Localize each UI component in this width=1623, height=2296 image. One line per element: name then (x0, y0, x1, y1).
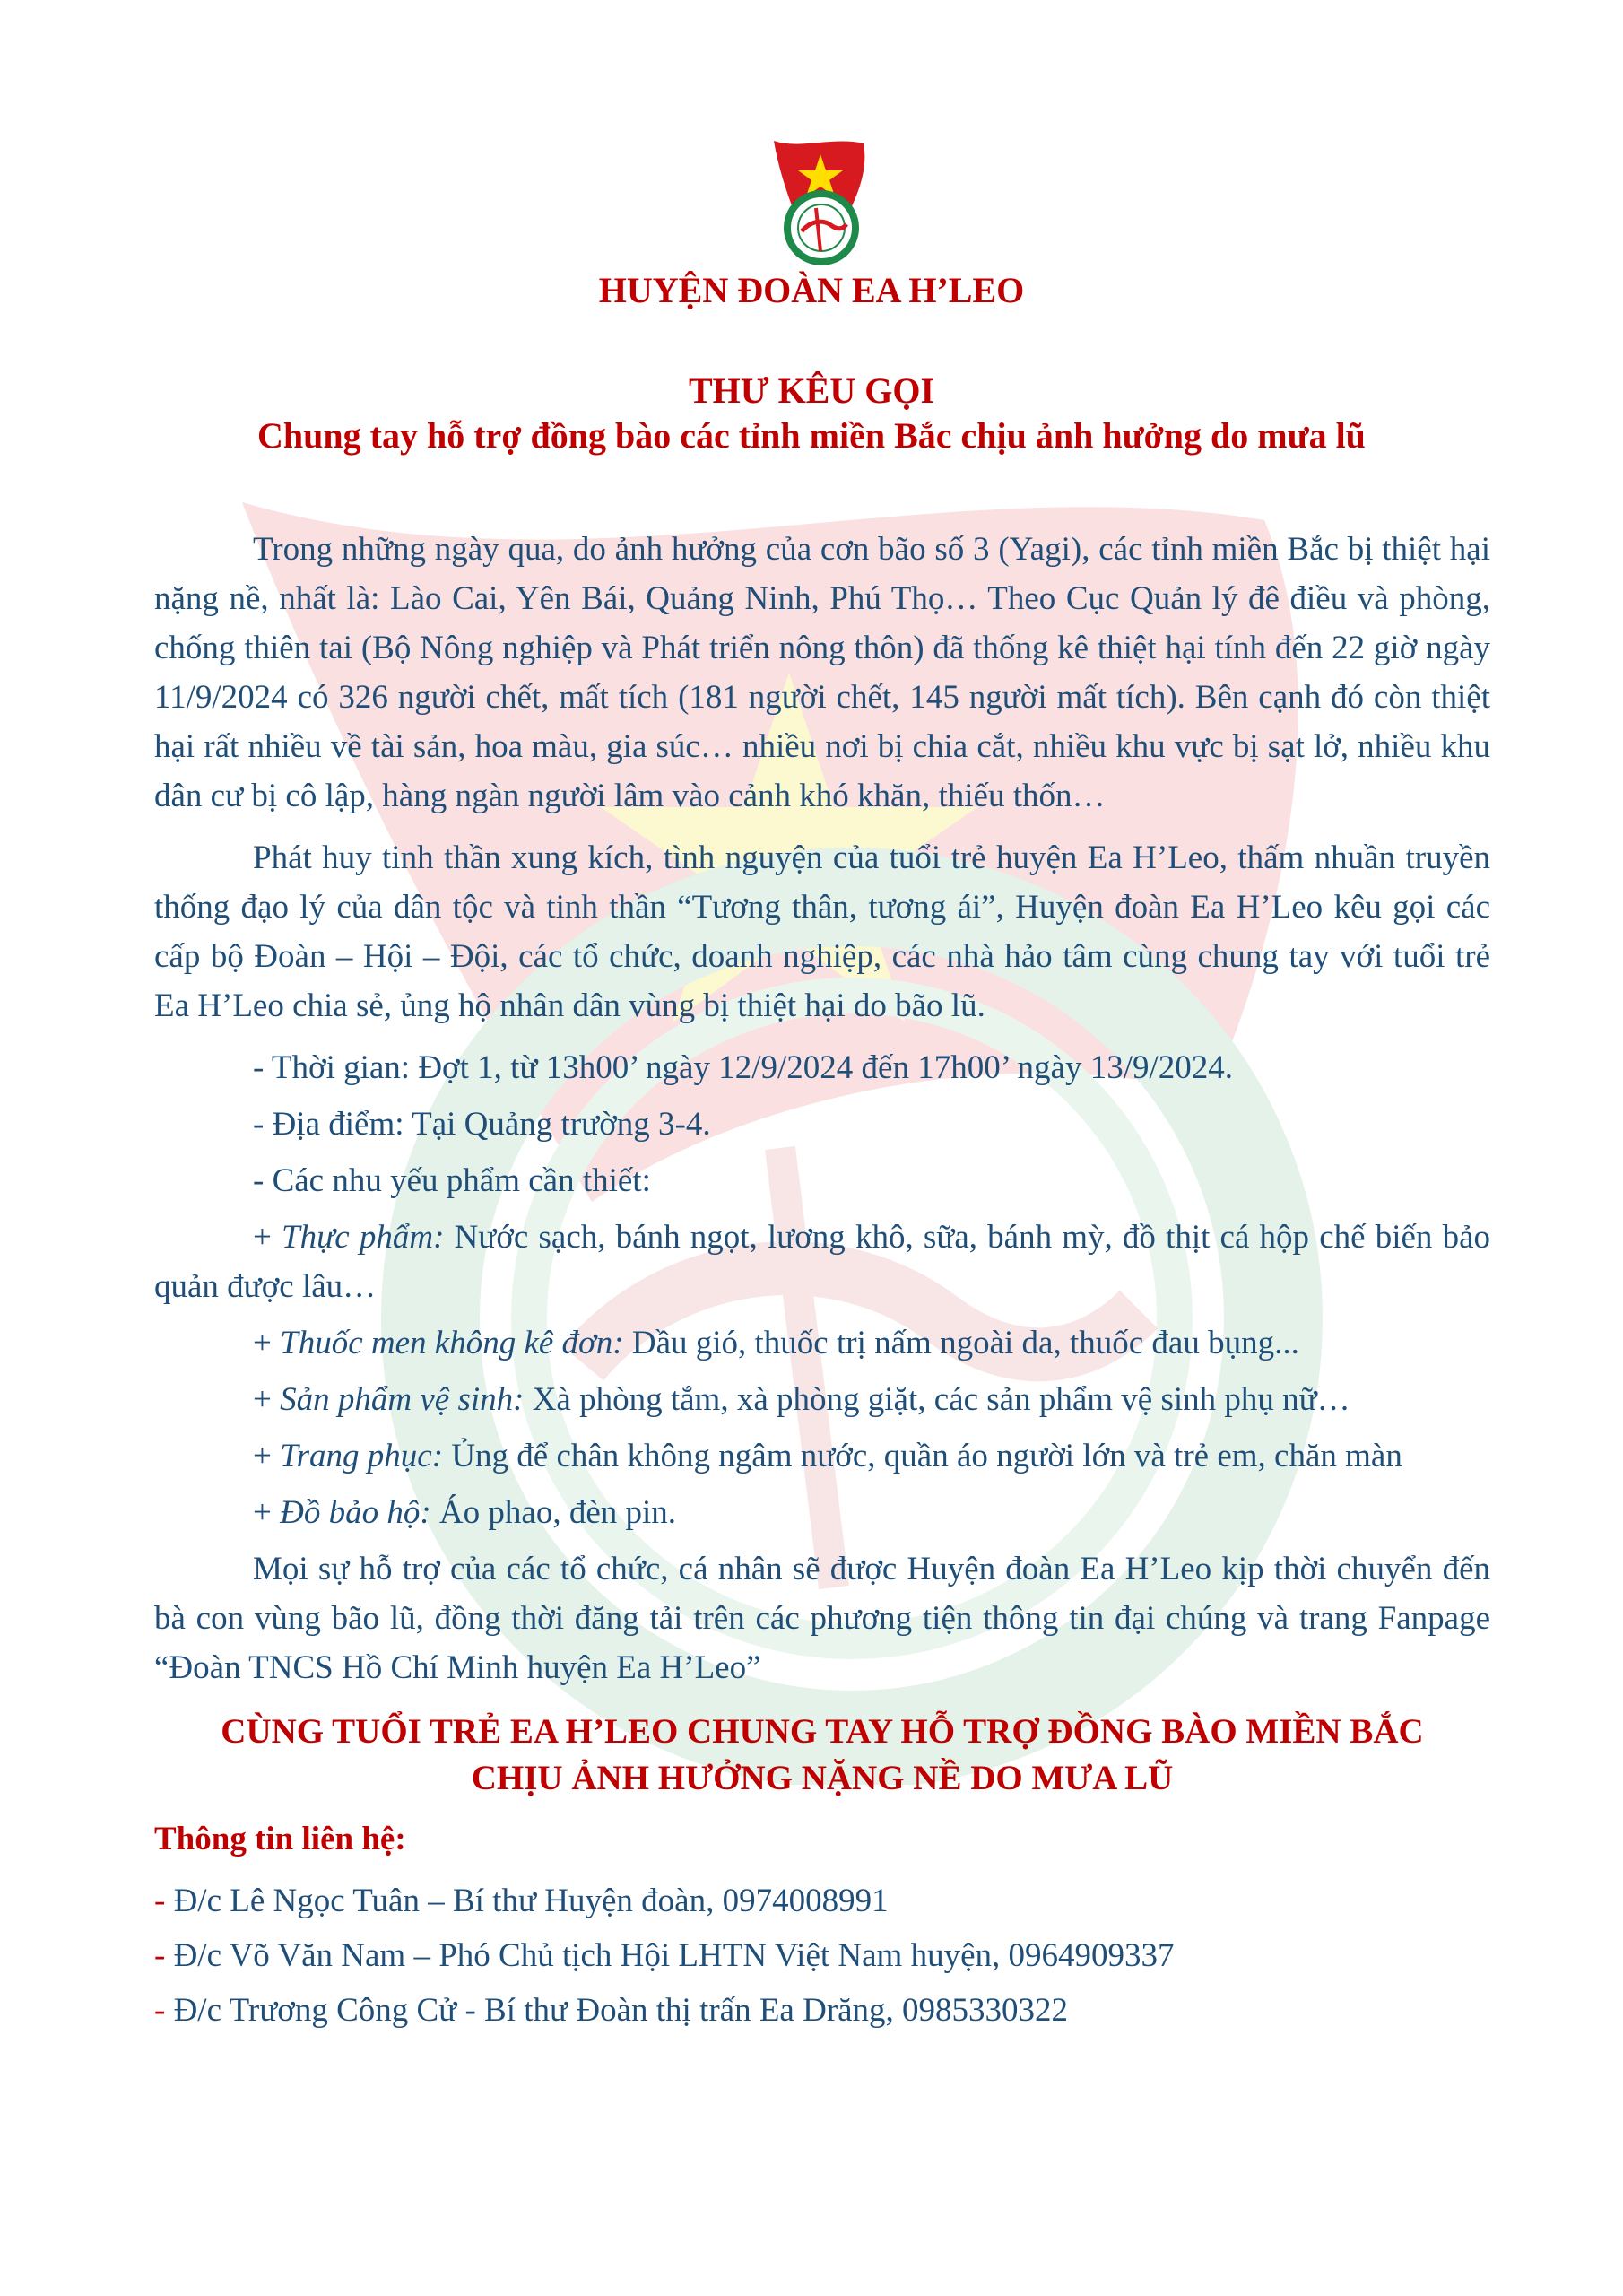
contact-person: - Đ/c Lê Ngọc Tuân – Bí thư Huyện đoàn, 0974008991 (154, 1883, 889, 1919)
letter-body (154, 525, 1490, 2040)
paragraph-call: Phát huy tinh thần xung kích, tình nguyện của tuổi trẻ huyện Ea H’Leo, thấm nhuần truyền thống đạo lý của dân tộc và tinh thần “Tương thân, tương ái”, Huyện đoàn Ea H’Leo kêu gọi các cấp bộ Đoàn – Hội – Đội, các tổ chức, doanh nghiệp, các nhà hảo tâm cùng chung tay với tuổi trẻ Ea H’Leo chia sẻ, ủng hộ nhân dân vùng bị thiệt hại do bão lũ. (154, 839, 1490, 1024)
document-title: THƯ KÊU GỌI (688, 370, 935, 411)
need-item: + Thực phẩm: Nước sạch, bánh ngọt, lương khô, sữa, bánh mỳ, đồ thịt cá hộp chế biến bảo quản được lâu… (154, 1219, 1490, 1305)
contact-heading: Thông tin liên hệ: (154, 1821, 406, 1857)
info-location: - Địa điểm: Tại Quảng trường 3-4. (253, 1106, 711, 1143)
need-label: Thực phẩm: (282, 1219, 445, 1256)
info-needs-heading: - Các nhu yếu phẩm cần thiết: (253, 1162, 651, 1199)
contact-person: - Đ/c Võ Văn Nam – Phó Chủ tịch Hội LHTN Việt Nam huyện, 0964909337 (154, 1937, 1175, 1974)
need-label: Đồ bảo hộ: (280, 1494, 431, 1531)
need-label: Trang phục: (280, 1438, 444, 1474)
need-item: + Thuốc men không kê đơn: Dầu gió, thuốc trị nấm ngoài da, thuốc đau bụng... (253, 1325, 1299, 1361)
need-item: + Trang phục: Ủng để chân không ngâm nước, quần áo người lớn và trẻ em, chăn màn (253, 1438, 1402, 1474)
need-item: + Đồ bảo hộ: Áo phao, đèn pin. (253, 1494, 677, 1531)
paragraph-commitment: Mọi sự hỗ trợ của các tổ chức, cá nhân sẽ được Huyện đoàn Ea H’Leo kịp thời chuyển đến bà con vùng bão lũ, đồng thời đăng tải trên các phương tiện thông tin đại chúng và trang Fanpage “Đoàn TNCS Hồ Chí Minh huyện Ea H’Leo” (154, 1551, 1490, 1686)
need-item: + Sản phẩm vệ sinh: Xà phòng tắm, xà phòng giặt, các sản phẩm vệ sinh phụ nữ… (253, 1381, 1350, 1418)
youth-union-logo (769, 136, 872, 271)
paragraph-situation: Trong những ngày qua, do ảnh hưởng của cơn bão số 3 (Yagi), các tỉnh miền Bắc bị thiệt hại nặng nề, nhất là: Lào Cai, Yên Bái, Quảng Ninh, Phú Thọ… Theo Cục Quản lý đê điều và phòng, chống thiên tai (Bộ Nông nghiệp và Phát triển nông thôn) đã thống kê thiệt hại tính đến 22 giờ ngày 11/9/2024 có 326 người chết, mất tích (181 người chết, 145 người mất tích). Bên cạnh đó còn thiệt hại rất nhiều về tài sản, hoa màu, gia súc… nhiều nơi bị chia cắt, nhiều khu vực bị sạt lở, nhiều khu dân cư bị cô lập, hàng ngàn người lâm vào cảnh khó khăn, thiếu thốn… (154, 531, 1490, 814)
organization-name: HUYỆN ĐOÀN EA H’LEO (598, 270, 1025, 310)
slogan: CÙNG TUỔI TRẺ EA H’LEO CHUNG TAY HỖ TRỢ ĐỒNG BÀO MIỀN BẮC CHỊU ẢNH HƯỞNG NẶNG NỀ DO MƯA LŨ (221, 1712, 1424, 1797)
contact-person: - Đ/c Trương Công Cử - Bí thư Đoàn thị trấn Ea Drăng, 0985330322 (154, 1992, 1069, 2029)
need-label: Thuốc men không kê đơn: (280, 1325, 624, 1361)
need-label: Sản phẩm vệ sinh: (280, 1381, 525, 1418)
info-time: - Thời gian: Đợt 1, từ 13h00’ ngày 12/9/2024 đến 17h00’ ngày 13/9/2024. (253, 1049, 1234, 1086)
document-subtitle: Chung tay hỗ trợ đồng bào các tỉnh miền Bắc chịu ảnh hưởng do mưa lũ (257, 415, 1366, 456)
